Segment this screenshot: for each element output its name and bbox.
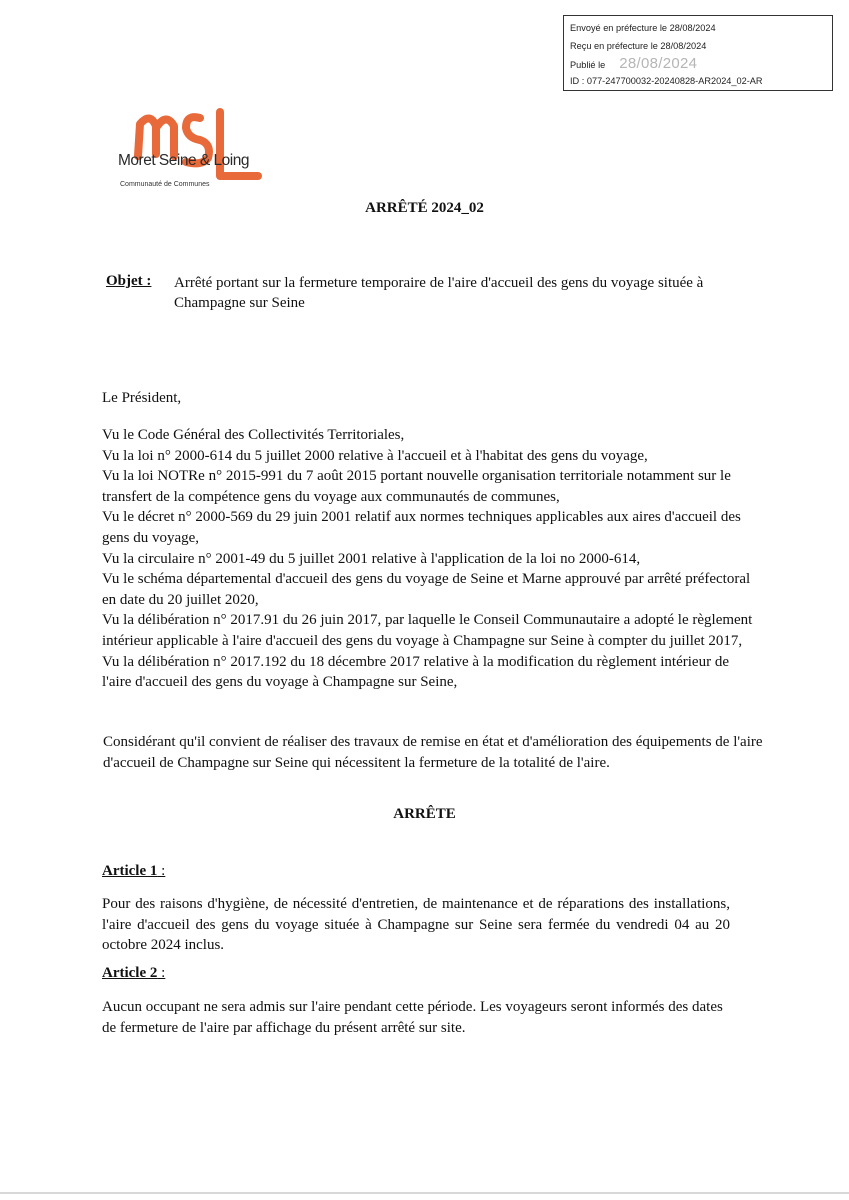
stamp-id: ID : 077-247700032-20240828-AR2024_02-AR	[570, 75, 763, 86]
logo-subtitle: Communauté de Communes	[120, 181, 210, 188]
objet-text: Arrêté portant sur la fermeture temporaire de l'aire d'accueil des gens du voyage située à Champagne sur Seine	[174, 275, 704, 311]
article-2-title-text: Article 2	[102, 965, 158, 981]
objet-label: Objet :	[106, 273, 152, 289]
visa-item: Vu la délibération n° 2017.91 du 26 juin 2017, par laquelle le Conseil Communautaire a adopté le règlement intérieur applicable à l'aire d'accueil des gens du voyage à Champagne sur Seine à compter du juillet 2017,	[102, 612, 753, 649]
visa-item: Vu la loi NOTRe n° 2015-991 du 7 août 2015 portant nouvelle organisation territoriale notamment sur le transfert de la compétence gens du voyage aux communautés de communes,	[102, 468, 731, 505]
article-2-text: Aucun occupant ne sera admis sur l'aire pendant cette période. Les voyageurs seront informés des dates de fermeture de l'aire par affichage du présent arrêté sur site.	[102, 999, 723, 1036]
visa-item: Vu la circulaire n° 2001-49 du 5 juillet 2001 relative à l'application de la loi no 2000-614,	[102, 550, 641, 567]
stamp-publie-date: 28/08/2024	[619, 55, 698, 72]
arrete-heading: ARRÊTE	[393, 806, 456, 822]
article-2-title	[102, 965, 165, 982]
scan-edge-line	[0, 1192, 849, 1194]
article-1-text: Pour des raisons d'hygiène, de nécessité d'entretien, de maintenance et de réparations des installations, l'aire d'accueil des gens du voyage située à Champagne sur Seine sera fermée du vendredi 04 au 20 octobre 2024 inclus.	[102, 896, 730, 954]
visa-item: Vu le Code Général des Collectivités Territoriales,	[102, 427, 405, 443]
visa-item: Vu le schéma départemental d'accueil des gens du voyage de Seine et Marne approuvé par arrêté préfectoral en date du 20 juillet 2020,	[102, 571, 751, 608]
president-salutation: Le Président,	[102, 390, 182, 406]
visa-item: Vu la délibération n° 2017.192 du 18 décembre 2017 relative à la modification du règlement intérieur de l'aire d'accueil des gens du voyage à Champagne sur Seine,	[102, 653, 729, 691]
article-1-title	[102, 863, 165, 880]
logo-name: Moret Seine & Loing	[118, 152, 249, 169]
article-1-colon: :	[157, 863, 166, 879]
visas-list	[102, 425, 762, 693]
stamp-recu: Reçu en préfecture le 28/08/2024	[570, 40, 707, 51]
document-title: ARRÊTÉ 2024_02	[365, 200, 484, 216]
stamp-publie-label: Publié le	[570, 60, 606, 70]
prefecture-stamp	[563, 15, 833, 91]
article-1-title-text: Article 1	[102, 863, 158, 879]
article-2-colon: :	[157, 965, 166, 981]
visa-item: Vu le décret n° 2000-569 du 29 juin 2001 relatif aux normes techniques applicables aux aires d'accueil des gens du voyage,	[102, 509, 741, 546]
stamp-envoye: Envoyé en préfecture le 28/08/2024	[570, 23, 716, 33]
considerant-paragraph: Considérant qu'il convient de réaliser des travaux de remise en état et d'amélioration des équipements de l'aire d'accueil de Champagne sur Seine qui nécessitent la fermeture de la totalité de l'aire.	[103, 734, 763, 771]
stamp-publie	[570, 55, 826, 73]
msl-logo	[116, 104, 266, 196]
visa-item: Vu la loi n° 2000-614 du 5 juillet 2000 relative à l'accueil et à l'habitat des gens du voyage,	[102, 447, 648, 464]
